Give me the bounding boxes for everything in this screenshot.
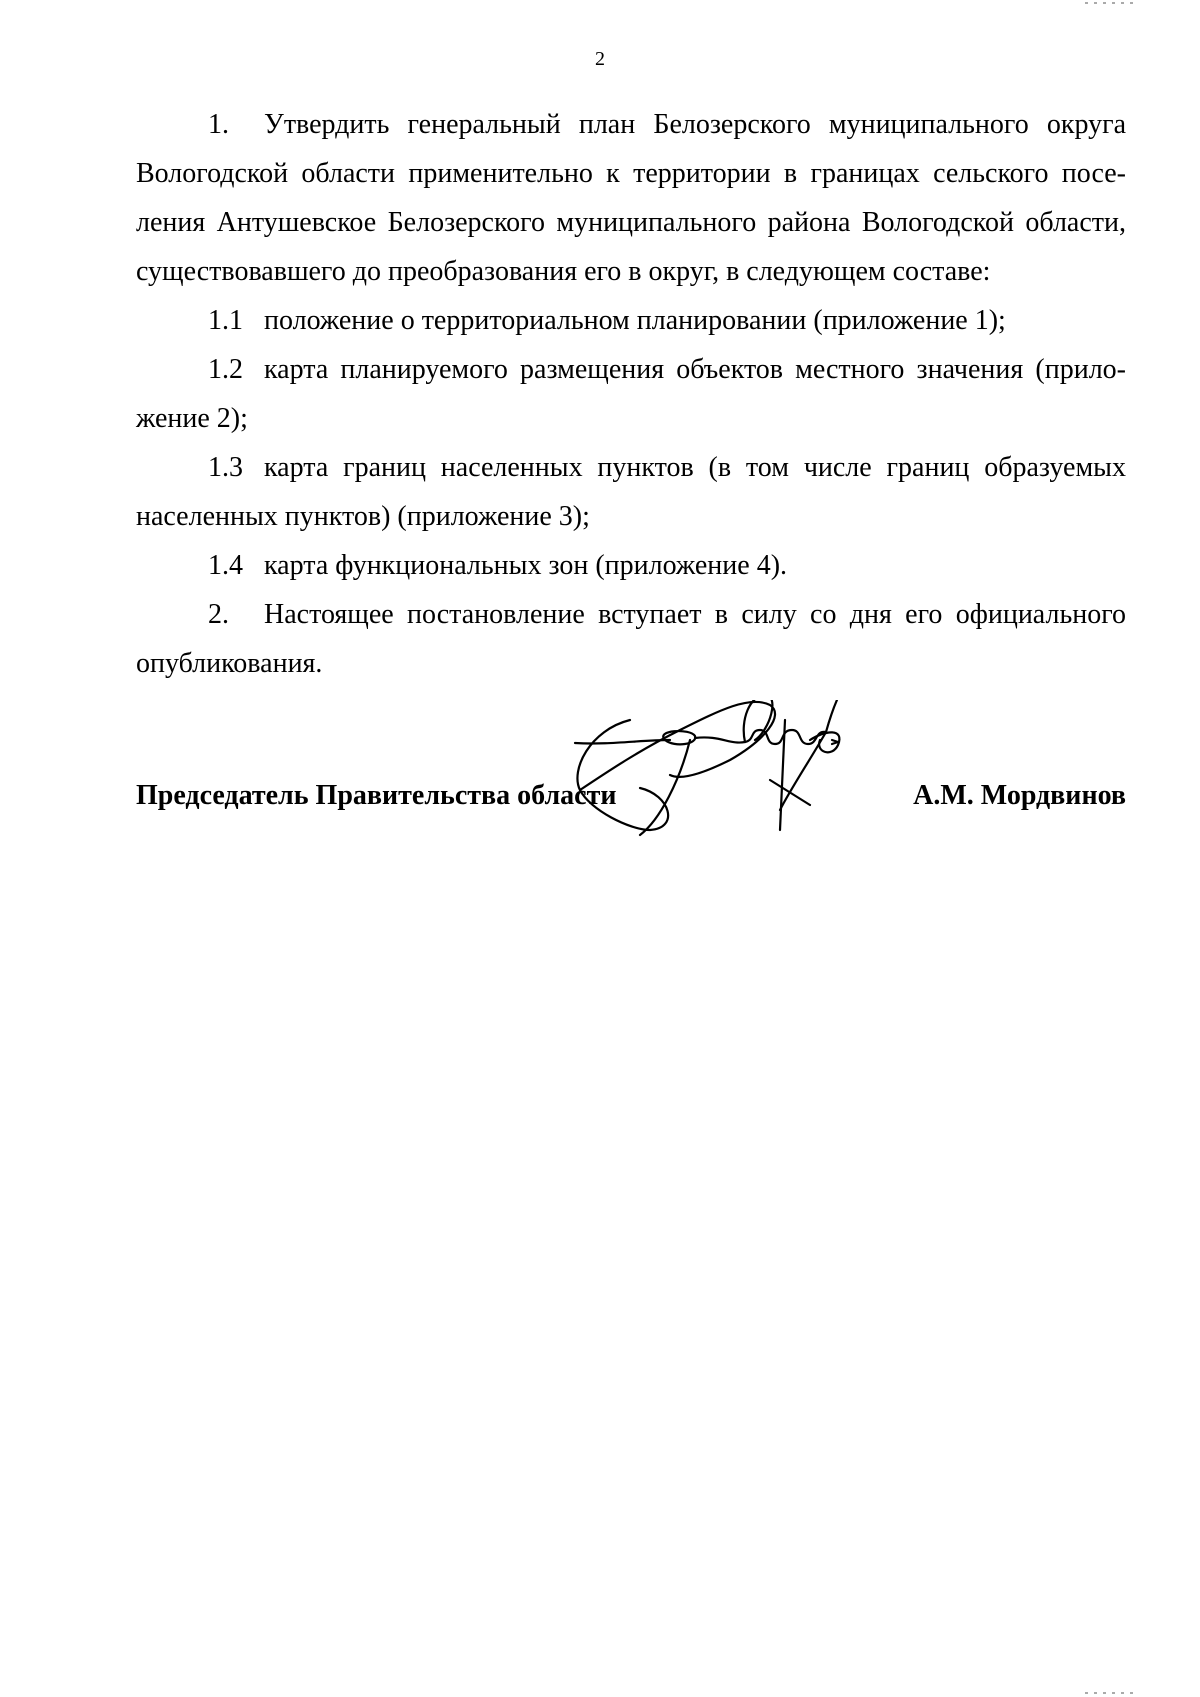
paragraph-1-3: [136, 443, 1126, 541]
paragraph-text: положение о территориальном планировании (приложение 1);: [264, 305, 1006, 336]
paragraph-number: 1.1: [208, 305, 243, 336]
paragraph-number: 1.2: [208, 354, 243, 385]
signatory-name: А.М. Мордвинов: [913, 780, 1126, 811]
paragraph-1-4: [136, 541, 1126, 590]
handwritten-signature: [570, 700, 940, 920]
paragraph-text: карта функциональных зон (приложение 4).: [264, 550, 788, 581]
page-number: 2: [595, 48, 605, 70]
paragraph-1-2: [136, 345, 1126, 443]
paragraph-text: карта планируемого размещения объектов местного значения (приложение 2);: [136, 354, 1126, 434]
paragraph-number: 1.3: [208, 452, 243, 483]
scan-corner-mark: [1080, 0, 1140, 6]
paragraph-text: Настоящее постановление вступает в силу со дня его официального опубликования.: [136, 599, 1126, 679]
paragraph-number: 1.4: [208, 550, 243, 581]
document-body: [136, 100, 1126, 688]
paragraph-2: [136, 590, 1126, 688]
paragraph-number: 1.: [208, 109, 229, 140]
paragraph-1: [136, 100, 1126, 296]
paragraph-1-1: [136, 296, 1126, 345]
paragraph-number: 2.: [208, 599, 229, 630]
scan-corner-mark: [1080, 1690, 1140, 1696]
signatory-title: Председатель Правительства области: [136, 780, 617, 811]
paragraph-text: Утвердить генеральный план Белозерского муниципального округа Вологодской области применительно к территории в границах сельского поселения Антушевское Белозерского муниципального района Вологодской области, существовавшего до преобразования его в округ, в следующем составе:: [136, 109, 1126, 287]
paragraph-text: карта границ населенных пунктов (в том числе границ образуемых населенных пунктов) (приложение 3);: [136, 452, 1126, 532]
